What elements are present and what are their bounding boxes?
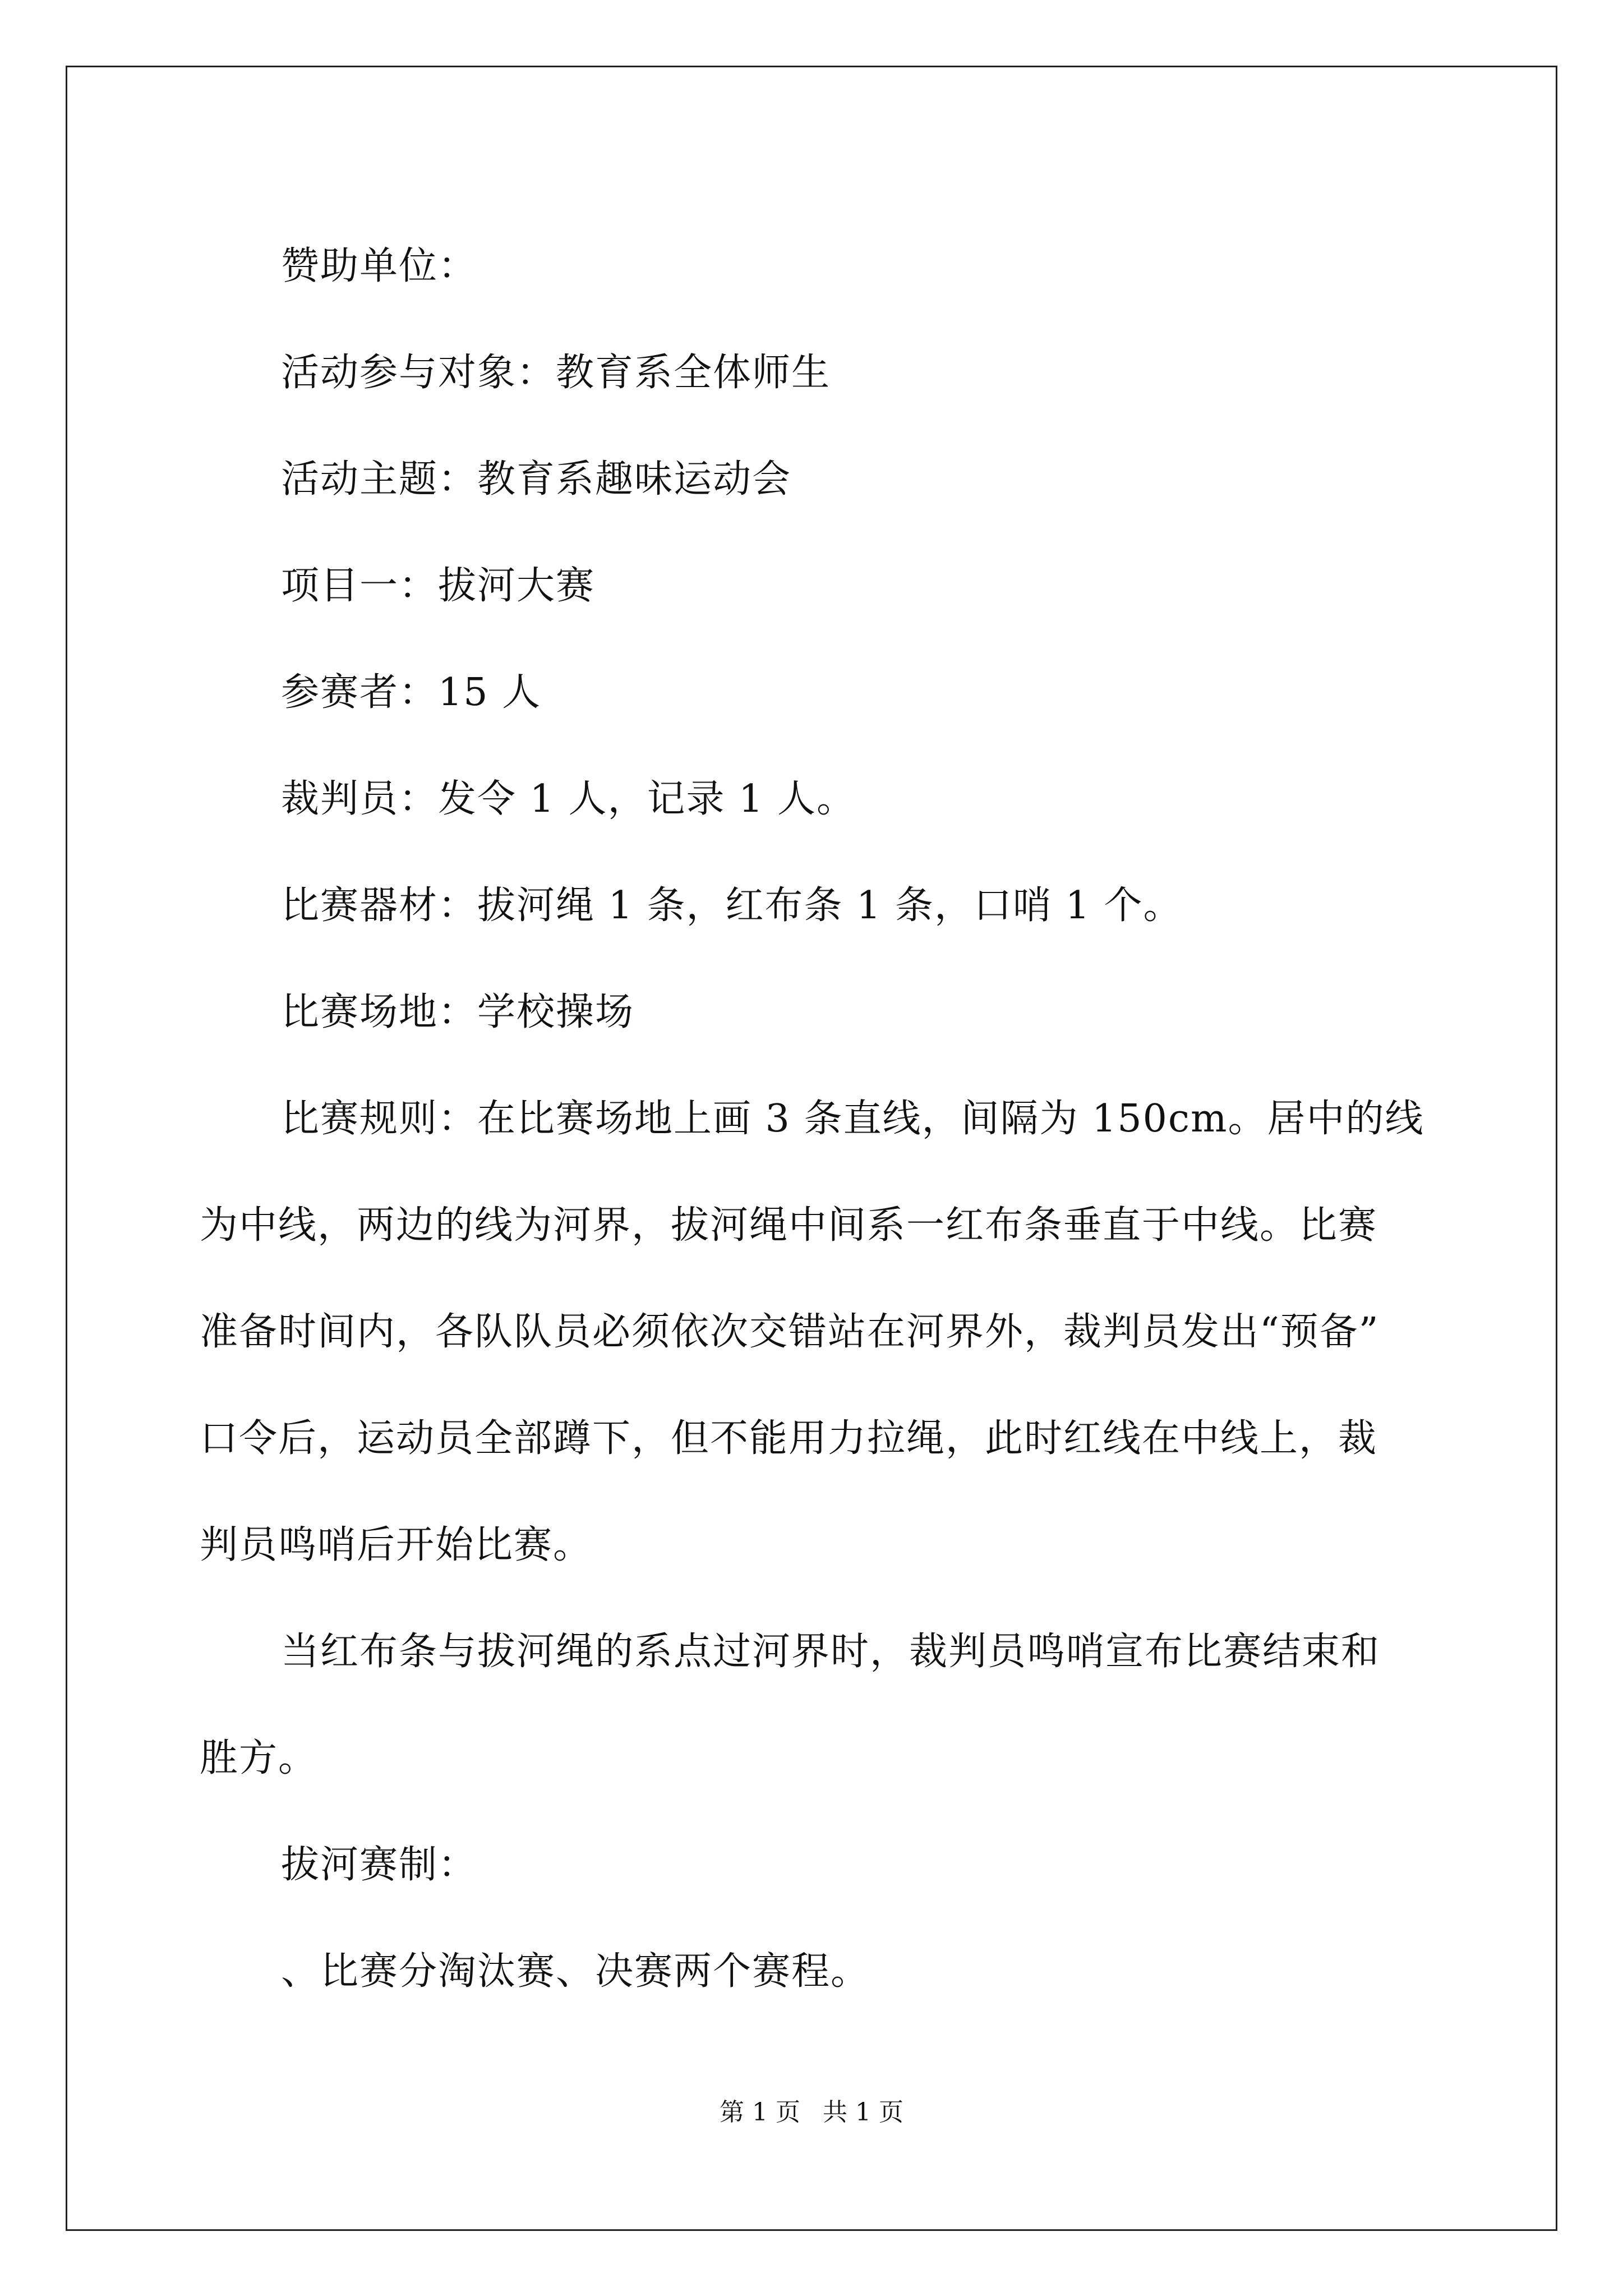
rules-line-2: 为中线，两边的线为河界，拔河绳中间系一红布条垂直于中线。比赛	[200, 1203, 1378, 1248]
venue-line: 比赛场地：学校操场	[281, 990, 635, 1034]
sponsor-line: 赞助单位：	[281, 244, 478, 288]
participants-line: 活动参与对象：教育系全体师生	[281, 351, 831, 395]
competitors-line: 参赛者：15 人	[281, 670, 542, 715]
equipment-line: 比赛器材：拔河绳 1 条，红布条 1 条，口哨 1 个。	[281, 884, 1183, 928]
rules-line-5: 判员鸣哨后开始比赛。	[200, 1523, 593, 1567]
theme-line: 活动主题：教育系趣味运动会	[281, 457, 792, 501]
end-line-1: 当红布条与拔河绳的系点过河界时，裁判员鸣哨宣布比赛结束和	[281, 1630, 1381, 1674]
page-total: 共 1 页	[823, 2098, 903, 2127]
end-line-2: 胜方。	[200, 1736, 318, 1780]
tug-format-title: 拔河赛制：	[281, 1843, 478, 1887]
event-one-title: 项目一：拔河大赛	[281, 564, 596, 608]
rules-line-4: 口令后，运动员全部蹲下，但不能用力拉绳，此时红线在中线上，裁	[200, 1416, 1378, 1461]
page-footer	[0, 2096, 1623, 2129]
rules-line-1: 比赛规则：在比赛场地上画 3 条直线，间隔为 150cm。居中的线	[281, 1097, 1424, 1141]
rules-line-3: 准备时间内，各队队员必须依次交错站在河界外，裁判员发出“预备”	[200, 1310, 1380, 1354]
page-number: 第 1 页	[720, 2098, 800, 2127]
document-body	[200, 213, 1433, 2025]
tug-format-item: 、比赛分淘汰赛、决赛两个赛程。	[281, 1949, 870, 1994]
referee-line: 裁判员：发令 1 人，记录 1 人。	[281, 777, 856, 821]
